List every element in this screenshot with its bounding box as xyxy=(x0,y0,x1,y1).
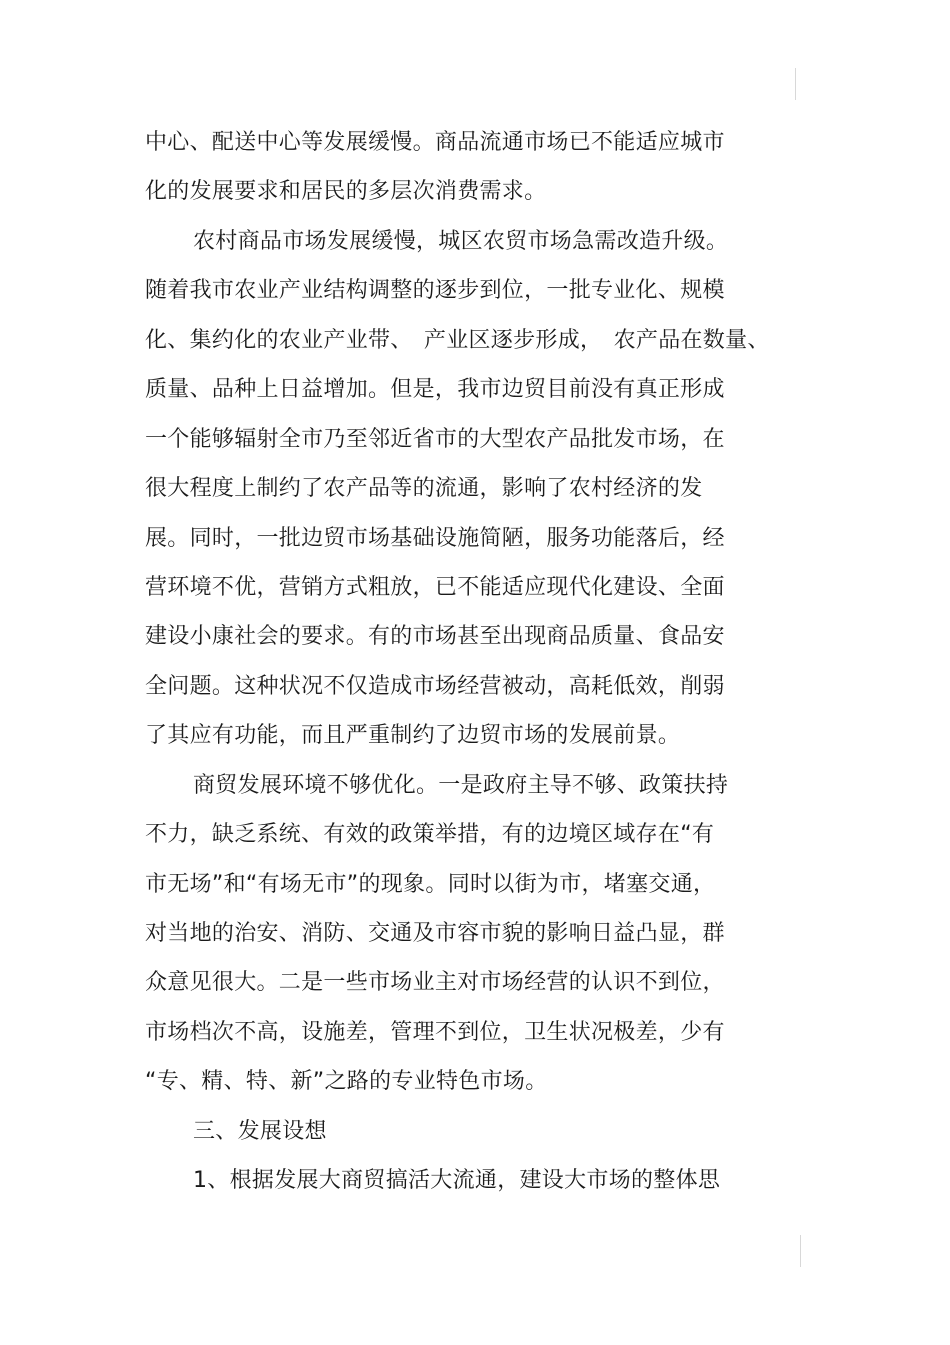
document-body xyxy=(145,118,805,1206)
text-line: 质量、品种上日益增加。但是，我市边贸目前没有真正形成 xyxy=(145,377,725,403)
text-line: 众意见很大。二是一些市场业主对市场经营的认识不到位， xyxy=(145,970,725,996)
text-line: 商贸发展环境不够优化。一是政府主导不够、政策扶持 xyxy=(193,772,729,798)
text-line: 中心、配送中心等发展缓慢。商品流通市场已不能适应城市 xyxy=(145,130,725,155)
text-line: 很大程度上制约了农产品等的流通，影响了农村经济的发 xyxy=(145,476,703,502)
page-margin-mark-bottom xyxy=(800,1235,801,1267)
page-margin-mark-top xyxy=(795,68,796,100)
text-line: 营环境不优，营销方式粗放，已不能适应现代化建设、全面 xyxy=(145,574,725,600)
text-line: 化、集约化的农业产业带、 产业区逐步形成， 农产品在数量、 xyxy=(145,327,770,353)
text-line: 全问题。这种状况不仅造成市场经营被动，高耗低效，削弱 xyxy=(145,673,725,699)
text-line: 随着我市农业产业结构调整的逐步到位，一批专业化、规模 xyxy=(145,278,725,304)
text-line: 一个能够辐射全市乃至邻近省市的大型农产品批发市场，在 xyxy=(145,426,725,452)
text-line: 了其应有功能，而且严重制约了边贸市场的发展前景。 xyxy=(145,723,681,749)
text-line: 不力，缺乏系统、有效的政策举措，有的边境区域存在“有 xyxy=(145,822,715,848)
text-line: “专、精、特、新”之路的专业特色市场。 xyxy=(145,1069,548,1095)
text-line: 1、根据发展大商贸搞活大流通，建设大市场的整体思 xyxy=(193,1168,721,1194)
text-line: 建设小康社会的要求。有的市场甚至出现商品质量、食品安 xyxy=(145,624,725,650)
text-line: 对当地的治安、消防、交通及市容市貌的影响日益凸显，群 xyxy=(145,921,725,946)
text-line: 市无场”和“有场无市”的现象。同时以街为市，堵塞交通， xyxy=(145,871,716,897)
text-line: 农村商品市场发展缓慢，城区农贸市场急需改造升级。 xyxy=(193,228,729,254)
text-line: 三、发展设想 xyxy=(193,1118,327,1144)
text-line: 展。同时，一批边贸市场基础设施简陋，服务功能落后，经 xyxy=(145,525,725,551)
text-line: 化的发展要求和居民的多层次消费需求。 xyxy=(145,179,547,205)
text-line: 市场档次不高，设施差，管理不到位，卫生状况极差，少有 xyxy=(145,1019,725,1045)
